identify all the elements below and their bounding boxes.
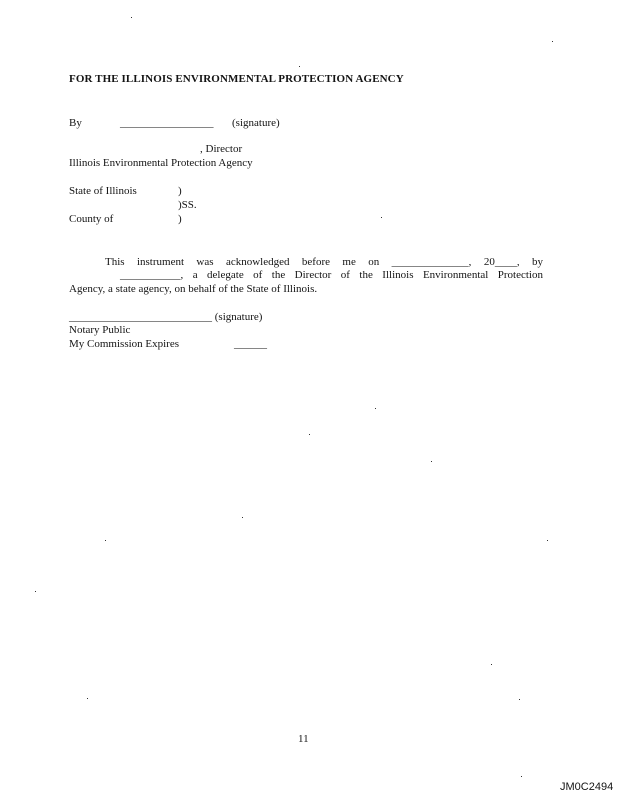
scan-speck	[521, 776, 522, 777]
state-label: State of Illinois	[69, 185, 137, 197]
agency-heading: FOR THE ILLINOIS ENVIRONMENTAL PROTECTION AGENCY	[69, 73, 404, 85]
commission-expires-blank: ______	[234, 338, 267, 350]
state-paren: )	[178, 185, 182, 197]
by-signature-blank: _________________	[120, 117, 214, 129]
by-label: By	[69, 117, 82, 129]
scan-speck	[547, 540, 548, 541]
county-paren: )	[178, 213, 182, 225]
scan-speck	[87, 698, 88, 699]
notary-public-label: Notary Public	[69, 324, 131, 336]
by-signature-label: (signature)	[232, 117, 280, 129]
scan-speck	[242, 517, 243, 518]
scan-speck	[131, 17, 132, 18]
page-number: 11	[298, 733, 309, 745]
scan-speck	[375, 408, 376, 409]
scan-speck	[552, 41, 553, 42]
document-id: JM0C2494	[560, 781, 614, 793]
acknowledgment-line-2: ___________, a delegate of the Director of the Illinois Environmental Protection	[120, 269, 543, 281]
acknowledgment-line-1: This instrument was acknowledged before me on ______________, 20____, by	[105, 256, 543, 268]
scan-speck	[519, 699, 520, 700]
notary-signature-line: __________________________ (signature)	[69, 311, 263, 323]
county-label: County of	[69, 213, 114, 225]
scan-speck	[105, 540, 106, 541]
scan-speck	[381, 217, 382, 218]
scan-speck	[309, 434, 310, 435]
scan-speck	[431, 461, 432, 462]
director-title: , Director	[200, 143, 243, 155]
scan-speck	[35, 591, 36, 592]
scan-speck	[299, 66, 300, 67]
commission-expires-label: My Commission Expires	[69, 338, 180, 350]
ss-label: )SS.	[178, 199, 197, 211]
scan-speck	[491, 664, 492, 665]
acknowledgment-line-3: Agency, a state agency, on behalf of the State of Illinois.	[69, 283, 318, 295]
agency-name: Illinois Environmental Protection Agency	[69, 157, 253, 169]
